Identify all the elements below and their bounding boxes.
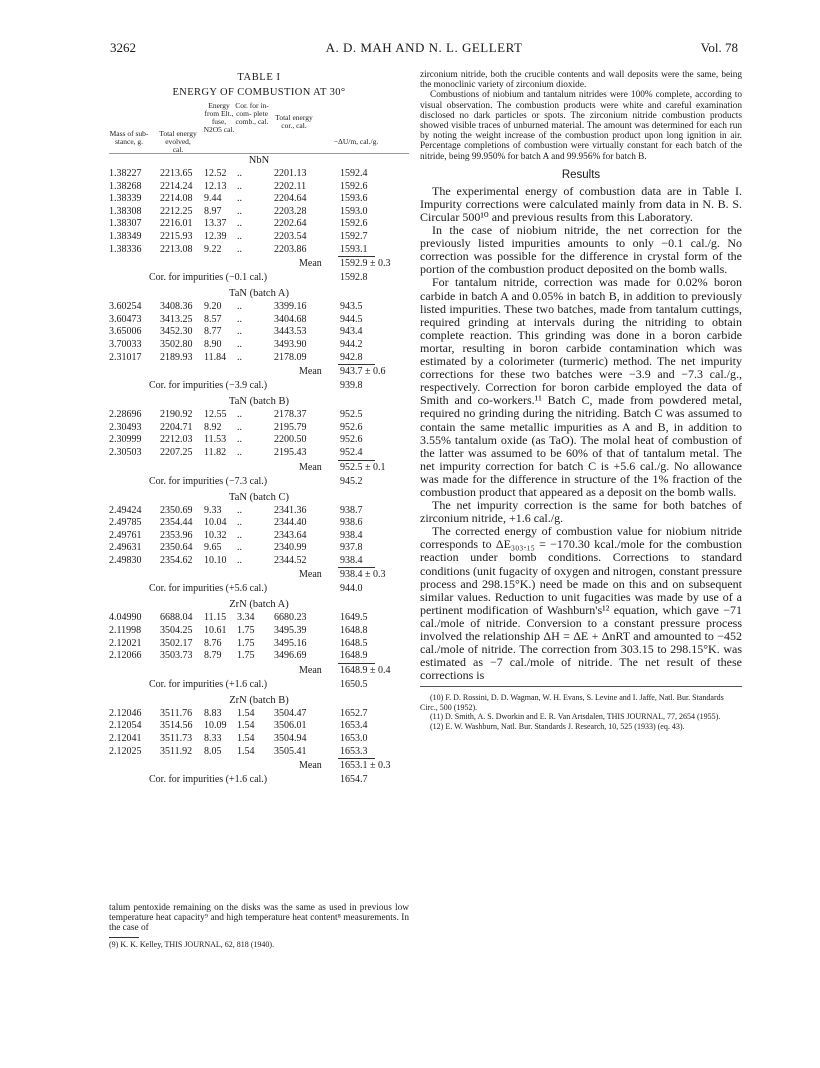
footnote-rule xyxy=(420,686,742,687)
cell-cor-comb: .. xyxy=(237,446,242,458)
cell-du-m: 943.4 xyxy=(340,326,363,338)
cell-mass: 2.28696 xyxy=(109,409,142,421)
cell-du-m: 944.2 xyxy=(340,338,363,350)
table-body xyxy=(109,154,409,789)
table-caption: TABLE I xyxy=(237,72,281,83)
cell-cor-comb: 1.75 xyxy=(237,650,255,662)
cell-energy-fuse: 10.61 xyxy=(204,625,227,637)
table-row xyxy=(109,625,409,638)
cell-energy-fuse: 9.33 xyxy=(204,504,222,516)
cell-mass: 2.49830 xyxy=(109,554,142,566)
cell-total-cor: 2202.11 xyxy=(274,180,307,192)
footnote-10: (10) F. D. Rossini, D. D. Wagman, W. H. Evans, S. Levine and I. Jaffe, Natl. Bur. Standards Circ., 500 (1952). xyxy=(420,693,724,712)
cell-cor-comb: .. xyxy=(237,180,242,192)
table-row xyxy=(109,746,409,759)
cell-cor-comb: .. xyxy=(237,542,242,554)
cell-total-energy: 3511.76 xyxy=(160,707,193,719)
cell-energy-fuse: 10.32 xyxy=(204,529,227,541)
cell-mass: 2.49631 xyxy=(109,542,142,554)
cell-du-m: 952.6 xyxy=(340,434,363,446)
cell-total-cor: 2202.64 xyxy=(274,218,307,230)
cell-mass: 2.12025 xyxy=(109,745,142,757)
table-row xyxy=(109,326,409,339)
footnote-11: (11) D. Smith, A. S. Dworkin and E. R. Van Artsdalen, THIS JOURNAL, 77, 2654 (1955). xyxy=(430,712,721,722)
cell-energy-fuse: 8.83 xyxy=(204,707,222,719)
cell-cor-comb: .. xyxy=(237,409,242,421)
cell-total-energy: 2190.92 xyxy=(160,409,193,421)
footnote-rule xyxy=(109,937,139,938)
cell-total-energy: 3413.25 xyxy=(160,313,193,325)
table-row xyxy=(109,231,409,244)
cell-mass: 1.38307 xyxy=(109,218,142,230)
cell-energy-fuse: 10.04 xyxy=(204,517,227,529)
cell-total-cor: 2341.36 xyxy=(274,504,307,516)
col-head-cor-comb: Cor. for in- com- plete comb., cal. xyxy=(235,101,269,126)
correction-label: Cor. for impurities (−0.1 cal.) xyxy=(149,272,268,284)
cell-total-cor: 3506.01 xyxy=(274,720,307,732)
cell-du-m: 952.5 xyxy=(340,409,363,421)
cell-energy-fuse: 8.33 xyxy=(204,733,222,745)
cell-mass: 1.38339 xyxy=(109,193,142,205)
cell-energy-fuse: 13.37 xyxy=(204,218,227,230)
table-section-heading: ZrN (batch A) xyxy=(229,599,289,611)
paragraph: The corrected energy of combustion value for niobium nitride corresponds to ΔE₃₀₃.₁₅ = −170.30 kcal./mole for the combustion reaction under bomb conditions. Corrections to standard conditions (unit fugacity of oxygen and nitrogen, constant pressure process and 298.15°K.) need be made on this and on subsequent similar values. Reduction to unit fugacities was made by use of a pertinent modification of Washburn's¹² equation, which gave −71 cal./mole of nitride. Conversion to a constant pressure process involved the relationship ΔH = ΔE + ΔnRT and amounted to −452 cal./mole of nitride. The correction from 303.15 to 298.15°K. was estimated as −7 cal./mole of nitride. The net result of these corrections is xyxy=(420,524,742,683)
cell-cor-comb: .. xyxy=(237,421,242,433)
paragraph: For tantalum nitride, correction was made for 0.02% boron carbide in batch A and 0.05% in batch B, in addition to previously listed impurities. These two batches, made from tantalum cuttings, required grinding at intervals during the nitriding to obtain complete reaction. This grinding was done in a boron carbide mortar, resulting in boron carbide contamination which was estimated by a colorimeter (turmeric) method. The net impurity corrections for these two batches were −3.9 and −7.3 cal./g., respectively. Correction for boron carbide employed the data of Smith and co-workers.¹¹ Batch C, made from powdered metal, required no grinding during the nitriding. Batch C was assumed to contain the same metallic impurities as A and B, in addition to 3.55% tantalum oxide (as TaO). The molal heat of combustion of the latter was assumed to be 60% of that of tantalum metal. The net impurity correction for batch C is +5.6 cal./g. No allowance was made for the difference in structure of the 1% fraction of the combustion product that appeared as a deposit on the bomb walls. xyxy=(420,275,742,499)
table-section-heading: NbN xyxy=(248,155,270,166)
cell-total-cor: 3496.69 xyxy=(274,650,307,662)
mean-value: 938.4 ± 0.3 xyxy=(340,569,386,581)
cell-cor-comb: 1.75 xyxy=(237,625,255,637)
table-row xyxy=(109,708,409,721)
mean-value: 1648.9 ± 0.4 xyxy=(340,664,391,676)
cell-energy-fuse: 9.65 xyxy=(204,542,222,554)
correction-value: 1650.5 xyxy=(340,678,368,690)
cell-mass: 3.60254 xyxy=(109,301,142,313)
table-correction-row xyxy=(109,679,409,694)
cell-energy-fuse: 9.22 xyxy=(204,243,222,255)
cell-total-energy: 3408.36 xyxy=(160,301,193,313)
table-correction-row xyxy=(109,476,409,491)
cell-du-m: 1592.7 xyxy=(340,230,368,242)
cell-du-m: 1653.0 xyxy=(340,733,368,745)
correction-value: 939.8 xyxy=(340,380,363,392)
table-section-heading: TaN (batch C) xyxy=(229,491,289,503)
table-1 xyxy=(109,72,409,789)
cell-cor-comb: .. xyxy=(237,326,242,338)
table-row xyxy=(109,555,409,568)
table-row xyxy=(109,352,409,365)
paragraph: zirconium nitride, both the crucible contents and wall deposits were the same, being the monoclinic variety of zirconium dioxide. xyxy=(420,70,742,91)
cell-energy-fuse: 8.77 xyxy=(204,326,222,338)
cell-du-m: 937.8 xyxy=(340,542,363,554)
cell-energy-fuse: 8.90 xyxy=(204,338,222,350)
mean-value: 1592.9 ± 0.3 xyxy=(340,258,391,270)
cell-total-energy: 2189.93 xyxy=(160,351,193,363)
cell-mass: 2.49424 xyxy=(109,504,142,516)
table-row xyxy=(109,339,409,352)
cell-mass: 1.38227 xyxy=(109,168,142,179)
cell-total-cor: 3495.39 xyxy=(274,625,307,637)
cell-cor-comb: .. xyxy=(237,218,242,230)
mean-label: Mean xyxy=(299,258,322,270)
cell-total-cor: 2203.86 xyxy=(274,243,307,255)
table-row xyxy=(109,193,409,206)
cell-du-m: 1649.5 xyxy=(340,612,368,624)
cell-total-energy: 2354.44 xyxy=(160,517,193,529)
cell-total-cor: 3443.53 xyxy=(274,326,307,338)
cell-mass: 1.38349 xyxy=(109,230,142,242)
cell-du-m: 1653.4 xyxy=(340,720,368,732)
cell-total-cor: 2344.52 xyxy=(274,554,307,566)
cell-energy-fuse: 11.53 xyxy=(204,434,227,446)
cell-cor-comb: 1.54 xyxy=(237,745,255,757)
table-row xyxy=(109,181,409,194)
cell-cor-comb: .. xyxy=(237,554,242,566)
table-row xyxy=(109,409,409,422)
cell-cor-comb: .. xyxy=(237,504,242,516)
table-row xyxy=(109,314,409,327)
correction-value: 945.2 xyxy=(340,475,363,487)
cell-total-cor: 2340.99 xyxy=(274,542,307,554)
table-row xyxy=(109,434,409,447)
cell-energy-fuse: 8.97 xyxy=(204,205,222,217)
table-mean-row xyxy=(109,665,409,679)
cell-mass: 4.04990 xyxy=(109,612,142,624)
cell-total-cor: 3504.94 xyxy=(274,733,307,745)
cell-mass: 2.30503 xyxy=(109,446,142,458)
cell-total-energy: 3514.56 xyxy=(160,720,193,732)
table-mean-row xyxy=(109,569,409,583)
cell-mass: 2.12066 xyxy=(109,650,142,662)
cell-energy-fuse: 12.39 xyxy=(204,230,227,242)
cell-mass: 3.70033 xyxy=(109,338,142,350)
cell-total-cor: 3504.47 xyxy=(274,707,307,719)
cell-cor-comb: 1.75 xyxy=(237,637,255,649)
cell-du-m: 1648.8 xyxy=(340,625,368,637)
cell-total-energy: 2350.69 xyxy=(160,504,193,516)
cell-total-cor: 2203.28 xyxy=(274,205,307,217)
cell-mass: 2.11998 xyxy=(109,625,142,637)
cell-total-energy: 2212.03 xyxy=(160,434,193,446)
correction-label: Cor. for impurities (+5.6 cal.) xyxy=(149,583,268,595)
table-row xyxy=(109,542,409,555)
cell-du-m: 1592.4 xyxy=(340,168,368,179)
mean-label: Mean xyxy=(299,461,322,473)
table-mean-row xyxy=(109,760,409,774)
cell-cor-comb: .. xyxy=(237,243,242,255)
cell-total-energy: 3511.92 xyxy=(160,745,193,757)
cell-du-m: 944.5 xyxy=(340,313,363,325)
footnote-9: (9) K. K. Kelley, THIS JOURNAL, 62, 818 (1940). xyxy=(109,940,275,949)
right-footnotes xyxy=(420,693,742,731)
cell-du-m: 1593.6 xyxy=(340,193,368,205)
left-body-text: talum pentoxide remaining on the disks was the same as used in previous low temperature heat capacity⁹ and high temperature heat content⁸ measurements. In the case of xyxy=(109,903,409,933)
right-column xyxy=(420,70,742,731)
table-row xyxy=(109,733,409,746)
correction-label: Cor. for impurities (−7.3 cal.) xyxy=(149,475,268,487)
correction-label: Cor. for impurities (−3.9 cal.) xyxy=(149,380,268,392)
cell-du-m: 938.7 xyxy=(340,504,363,516)
footnote-12: (12) E. W. Washburn, Natl. Bur. Standards J. Research, 10, 525 (1933) (eq. 43). xyxy=(430,721,685,731)
cell-energy-fuse: 12.13 xyxy=(204,180,227,192)
cell-total-cor: 2203.54 xyxy=(274,230,307,242)
correction-label: Cor. for impurities (+1.6 cal.) xyxy=(149,774,268,786)
paragraph: The net impurity correction is the same for both batches of zirconium nitride, +1.6 cal./g. xyxy=(420,498,742,526)
correction-value: 1654.7 xyxy=(340,774,368,786)
cell-energy-fuse: 12.52 xyxy=(204,168,227,179)
cell-total-energy: 3502.17 xyxy=(160,637,193,649)
col-head-total-cor: Total energy cor., cal. xyxy=(275,113,313,130)
cell-total-cor: 3399.16 xyxy=(274,301,307,313)
page-number: 3262 xyxy=(110,40,136,55)
cell-energy-fuse: 11.82 xyxy=(204,446,227,458)
section-heading-results: Results xyxy=(561,168,601,181)
table-row xyxy=(109,505,409,518)
cell-cor-comb: .. xyxy=(237,230,242,242)
results-text xyxy=(420,185,742,683)
paragraph: The experimental energy of combustion data are in Table I. Impurity corrections were calculated mainly from data in N. B. S. Circular 500¹⁰ and previous results from this Laboratory. xyxy=(420,183,742,225)
cell-total-energy: 2213.65 xyxy=(160,168,193,179)
cell-cor-comb: .. xyxy=(237,301,242,313)
cell-energy-fuse: 8.05 xyxy=(204,745,222,757)
cell-du-m: 1648.5 xyxy=(340,637,368,649)
table-row xyxy=(109,244,409,257)
mean-label: Mean xyxy=(299,664,322,676)
table-correction-row xyxy=(109,272,409,287)
cell-cor-comb: .. xyxy=(237,434,242,446)
cell-mass: 1.38336 xyxy=(109,243,142,255)
cell-energy-fuse: 10.09 xyxy=(204,720,227,732)
cell-total-cor: 2343.64 xyxy=(274,529,307,541)
cell-cor-comb: .. xyxy=(237,517,242,529)
cell-total-cor: 3404.68 xyxy=(274,313,307,325)
table-section-heading: TaN (batch A) xyxy=(229,288,289,300)
table-mean-row xyxy=(109,366,409,380)
table-correction-row xyxy=(109,380,409,395)
cell-total-cor: 2195.43 xyxy=(274,446,307,458)
table-row xyxy=(109,168,409,181)
cell-energy-fuse: 12.55 xyxy=(204,409,227,421)
cell-du-m: 1593.0 xyxy=(340,205,368,217)
mean-label: Mean xyxy=(299,366,322,378)
cell-mass: 2.30999 xyxy=(109,434,142,446)
cell-cor-comb: 1.54 xyxy=(237,720,255,732)
cell-total-energy: 2204.71 xyxy=(160,421,193,433)
table-row xyxy=(109,650,409,663)
cell-cor-comb: .. xyxy=(237,313,242,325)
cell-cor-comb: .. xyxy=(237,168,242,179)
cell-mass: 2.12046 xyxy=(109,707,142,719)
table-row xyxy=(109,530,409,543)
cell-du-m: 938.4 xyxy=(340,554,363,566)
cell-mass: 2.12054 xyxy=(109,720,142,732)
table-mean-row xyxy=(109,258,409,272)
cell-energy-fuse: 8.92 xyxy=(204,421,222,433)
cell-mass: 2.49761 xyxy=(109,529,142,541)
cell-mass: 1.38268 xyxy=(109,180,142,192)
table-mean-row xyxy=(109,462,409,476)
cell-total-energy: 2350.64 xyxy=(160,542,193,554)
cell-total-energy: 3503.73 xyxy=(160,650,193,662)
cell-total-cor: 2200.50 xyxy=(274,434,307,446)
cell-total-cor: 2195.79 xyxy=(274,421,307,433)
cell-energy-fuse: 10.10 xyxy=(204,554,227,566)
mean-label: Mean xyxy=(299,569,322,581)
mean-label: Mean xyxy=(299,760,322,772)
cell-mass: 3.65006 xyxy=(109,326,142,338)
cell-energy-fuse: 9.20 xyxy=(204,301,222,313)
col-head-du-m: −ΔU/m, cal./g. xyxy=(333,137,379,146)
right-intro-text xyxy=(420,70,742,162)
running-title: A. D. MAH AND N. L. GELLERT xyxy=(325,40,523,55)
table-row xyxy=(109,422,409,435)
table-column-headers xyxy=(109,102,409,154)
cell-energy-fuse: 11.15 xyxy=(204,612,227,624)
table-row xyxy=(109,638,409,651)
cell-total-cor: 6680.23 xyxy=(274,612,307,624)
cell-total-energy: 3504.25 xyxy=(160,625,193,637)
correction-value: 944.0 xyxy=(340,583,363,595)
cell-cor-comb: .. xyxy=(237,205,242,217)
cell-mass: 2.12021 xyxy=(109,637,142,649)
paragraph: Combustions of niobium and tantalum nitrides were 100% complete, according to visual observation. The combustion products were white and careful examination disclosed no dark particles or spots. The zirconium nitride combustion products showed visible traces of unburned material. The amount was determined for each run by noting the weight increase of the combustion product upon long ignition in air. Percentage completions of combustion were virtually constant for each batch of the nitride, being 99.950% for batch A and 99.956% for batch B. xyxy=(420,90,742,162)
cell-total-cor: 2204.64 xyxy=(274,193,307,205)
table-subtitle: ENERGY OF COMBUSTION AT 30° xyxy=(172,87,346,98)
correction-label: Cor. for impurities (+1.6 cal.) xyxy=(149,678,268,690)
cell-mass: 3.60473 xyxy=(109,313,142,325)
table-row xyxy=(109,517,409,530)
cell-total-energy: 2216.01 xyxy=(160,218,193,230)
cell-du-m: 1648.9 xyxy=(340,650,368,662)
cell-cor-comb: 3.34 xyxy=(237,612,255,624)
cell-total-energy: 2354.62 xyxy=(160,554,193,566)
col-head-energy-fuse: Energy from Elt., fuse, N2O5 cal. xyxy=(203,101,235,134)
cell-total-cor: 3493.90 xyxy=(274,338,307,350)
cell-cor-comb: .. xyxy=(237,338,242,350)
cell-cor-comb: .. xyxy=(237,351,242,363)
cell-du-m: 938.4 xyxy=(340,529,363,541)
cell-total-cor: 2178.09 xyxy=(274,351,307,363)
cell-cor-comb: 1.54 xyxy=(237,707,255,719)
table-correction-row xyxy=(109,583,409,598)
paragraph: In the case of niobium nitride, the net correction for the previously listed impurities amounts to only −0.1 cal./g. No correction was possible for the difference in crystal form of the portion of the combustion product deposited on the bomb walls. xyxy=(420,223,742,277)
table-row xyxy=(109,447,409,460)
cell-mass: 2.30493 xyxy=(109,421,142,433)
cell-energy-fuse: 11.84 xyxy=(204,351,227,363)
cell-du-m: 1592.6 xyxy=(340,180,368,192)
cell-mass: 2.12041 xyxy=(109,733,142,745)
cell-du-m: 938.6 xyxy=(340,517,363,529)
col-head-total-energy: Total energy evolved, cal. xyxy=(159,129,197,154)
cell-total-energy: 2214.08 xyxy=(160,193,193,205)
cell-energy-fuse: 8.76 xyxy=(204,637,222,649)
cell-total-energy: 2214.24 xyxy=(160,180,193,192)
cell-total-cor: 2201.13 xyxy=(274,168,307,179)
col-head-mass: Mass of sub- stance, g. xyxy=(109,129,149,146)
table-row xyxy=(109,612,409,625)
cell-total-cor: 2178.37 xyxy=(274,409,307,421)
cell-cor-comb: .. xyxy=(237,529,242,541)
table-section-heading: TaN (batch B) xyxy=(229,396,289,408)
cell-total-energy: 3511.73 xyxy=(160,733,193,745)
cell-total-energy: 6688.04 xyxy=(160,612,193,624)
cell-total-energy: 2215.93 xyxy=(160,230,193,242)
cell-du-m: 942.8 xyxy=(340,351,363,363)
table-correction-row xyxy=(109,774,409,789)
cell-cor-comb: 1.54 xyxy=(237,733,255,745)
cell-energy-fuse: 9.44 xyxy=(204,193,222,205)
mean-value: 943.7 ± 0.6 xyxy=(340,366,386,378)
cell-du-m: 1652.7 xyxy=(340,707,368,719)
cell-du-m: 943.5 xyxy=(340,301,363,313)
mean-value: 1653.1 ± 0.3 xyxy=(340,760,391,772)
mean-value: 952.5 ± 0.1 xyxy=(340,461,386,473)
cell-mass: 2.49785 xyxy=(109,517,142,529)
cell-energy-fuse: 8.57 xyxy=(204,313,222,325)
cell-mass: 1.38308 xyxy=(109,205,142,217)
cell-total-energy: 2207.25 xyxy=(160,446,193,458)
cell-total-cor: 3505.41 xyxy=(274,745,307,757)
table-row xyxy=(109,218,409,231)
cell-energy-fuse: 8.79 xyxy=(204,650,222,662)
table-row xyxy=(109,720,409,733)
volume-number: Vol. 78 xyxy=(700,40,738,55)
cell-total-cor: 2344.40 xyxy=(274,517,307,529)
cell-total-cor: 3495.16 xyxy=(274,637,307,649)
cell-du-m: 1592.6 xyxy=(340,218,368,230)
cell-du-m: 1653.3 xyxy=(340,745,368,757)
correction-value: 1592.8 xyxy=(340,272,368,284)
cell-cor-comb: .. xyxy=(237,193,242,205)
cell-du-m: 952.4 xyxy=(340,446,363,458)
cell-total-energy: 2353.96 xyxy=(160,529,193,541)
cell-total-energy: 3452.30 xyxy=(160,326,193,338)
cell-mass: 2.31017 xyxy=(109,351,142,363)
cell-total-energy: 3502.80 xyxy=(160,338,193,350)
table-section-heading: ZrN (batch B) xyxy=(229,694,289,706)
cell-du-m: 952.6 xyxy=(340,421,363,433)
cell-total-energy: 2213.08 xyxy=(160,243,193,255)
table-row xyxy=(109,206,409,219)
cell-total-energy: 2212.25 xyxy=(160,205,193,217)
cell-du-m: 1593.1 xyxy=(340,243,368,255)
table-row xyxy=(109,301,409,314)
